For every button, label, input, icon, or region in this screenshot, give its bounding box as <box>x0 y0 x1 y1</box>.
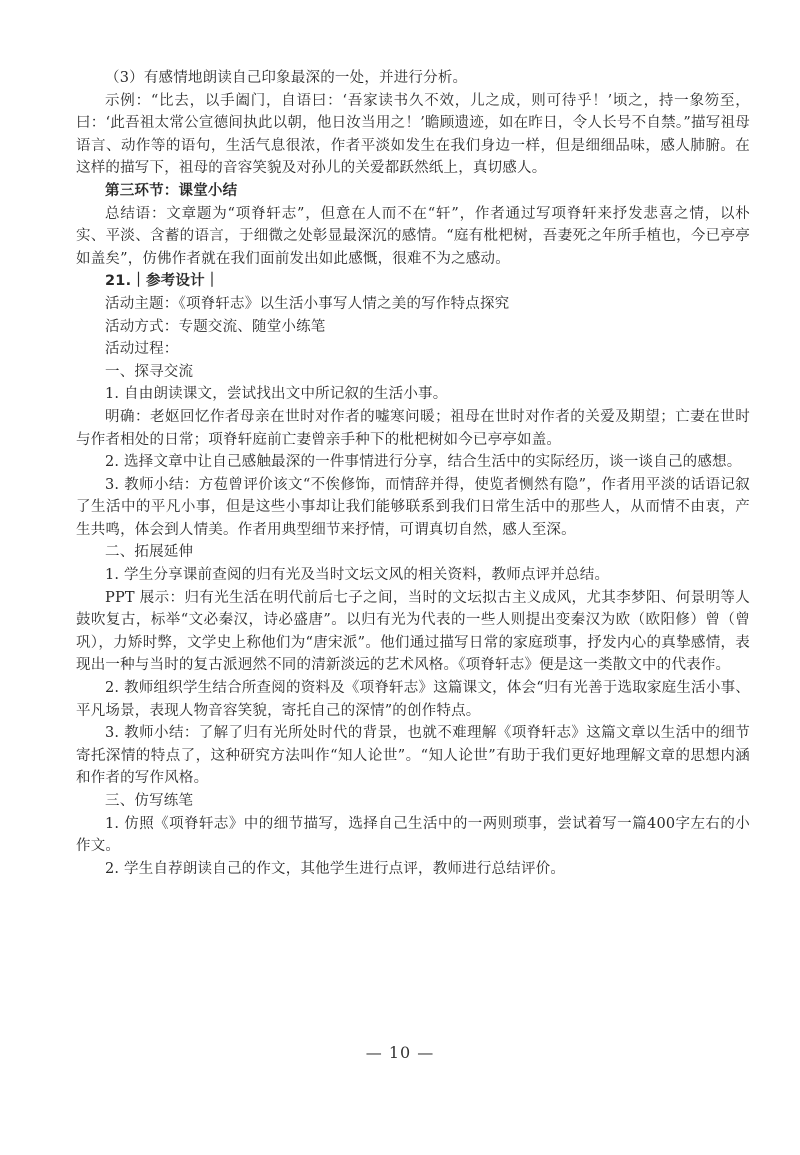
page-number: — 10 — <box>365 1043 435 1062</box>
paragraph: 活动过程： <box>105 341 179 358</box>
paragraph: 活动主题：《项脊轩志》以生活小事写人情之美的写作特点探究 <box>105 295 510 312</box>
document-body <box>76 67 750 880</box>
paragraph: 2. 教师组织学生结合所查阅的资料及《项脊轩志》这篇课文，体会“归有光善于选取家庭生活小事、平凡场景，表现人物音容笑貌，寄托自己的深情”的创作特点。 <box>76 680 750 719</box>
paragraph: 1. 学生分享课前查阅的归有光及当时文坛文风的相关资料，教师点评并总结。 <box>105 567 610 584</box>
paragraph: 1. 仿照《项脊轩志》中的细节描写，选择自己生活中的一两则琐事，尝试着写一篇400字左右的小作文。 <box>76 815 750 855</box>
paragraph: 明确：老妪回忆作者母亲在世时对作者的嘘寒问暖；祖母在世时对作者的关爱及期望；亡妻在世时与作者相处的日常；项脊轩庭前亡妻曾亲手种下的枇杷树如今已亭亭如盖。 <box>76 408 750 448</box>
paragraph: （3）有感情地朗读自己印象最深的一处，并进行分析。 <box>105 70 468 86</box>
paragraph: PPT 展示：归有光生活在明代前后七子之间，当时的文坛拟古主义成风，尤其李梦阳、何景明等人鼓吹复古，标举“文必秦汉，诗必盛唐”。以归有光为代表的一些人则提出变秦汉为欧（欧阳修）曾（曾巩），力矫时弊，文学史上称他们为“唐宋派”。他们通过描写日常的家庭琐事，抒发内心的真挚感情，表现出一种与当时的复古派迥然不同的清新淡远的艺术风格。《项脊轩志》便是这一类散文中的代表作。 <box>76 589 750 674</box>
paragraph: 活动方式：专题交流、随堂小练笔 <box>105 318 326 335</box>
paragraph: 三、仿写练笔 <box>105 793 194 809</box>
paragraph: 总结语：文章题为“项脊轩志”，但意在人而不在“轩”，作者通过写项脊轩来抒发悲喜之情，以朴实、平淡、含蓄的语言，于细微之处彰显最深沉的感情。“庭有枇杷树，吾妻死之年所手植也，今已亭亭如盖矣”，仿佛作者就在我们面前发出如此感慨，很难不为之感动。 <box>76 205 750 267</box>
paragraph: 一、探寻交流 <box>105 363 194 380</box>
paragraph: 3. 教师小结：了解了归有光所处时代的背景，也就不难理解《项脊轩志》这篇文章以生活中的细节寄托深情的特点了，这种研究方法叫作“知人论世”。“知人论世”有助于我们更好地理解文章的思想内涵和作者的写作风格。 <box>76 725 750 787</box>
paragraph: 1. 自由朗读课文，尝试找出文中所记叙的生活小事。 <box>105 386 448 403</box>
section-heading: 第三环节：课堂小结 <box>105 182 238 199</box>
section-heading: 21.｜参考设计｜ <box>105 273 220 290</box>
paragraph: 2. 学生自荐朗读自己的作文，其他学生进行点评，教师进行总结评价。 <box>105 860 566 877</box>
paragraph: 示例：“比去，以手阖门，自语曰：‘吾家读书久不效，儿之成，则可待乎！’顷之，持一象笏至，曰：‘此吾祖太常公宣德间执此以朝，他日汝当用之！’瞻顾遗迹，如在昨日，令人长号不自禁。”描写祖母语言、动作等的语句，生活气息很浓，作者平淡如发生在我们身边一样，但是细细品味，感人肺腑。在这样的描写下，祖母的音容笑貌及对孙儿的关爱都跃然纸上，真切感人。 <box>76 92 750 177</box>
paragraph: 3. 教师小结：方苞曾评价该文“不俟修饰，而情辞并得，使览者恻然有隐”，作者用平淡的话语记叙了生活中的平凡小事，但是这些小事却让我们能够联系到我们日常生活中的那些人，从而情不由衷，产生共鸣，体会到人情美。作者用典型细节来抒情，可谓真切自然，感人至深。 <box>76 476 750 538</box>
paragraph: 2. 选择文章中让自己感触最深的一件事情进行分享，结合生活中的实际经历，谈一谈自己的感想。 <box>105 454 742 471</box>
paragraph: 二、拓展延伸 <box>105 544 194 561</box>
